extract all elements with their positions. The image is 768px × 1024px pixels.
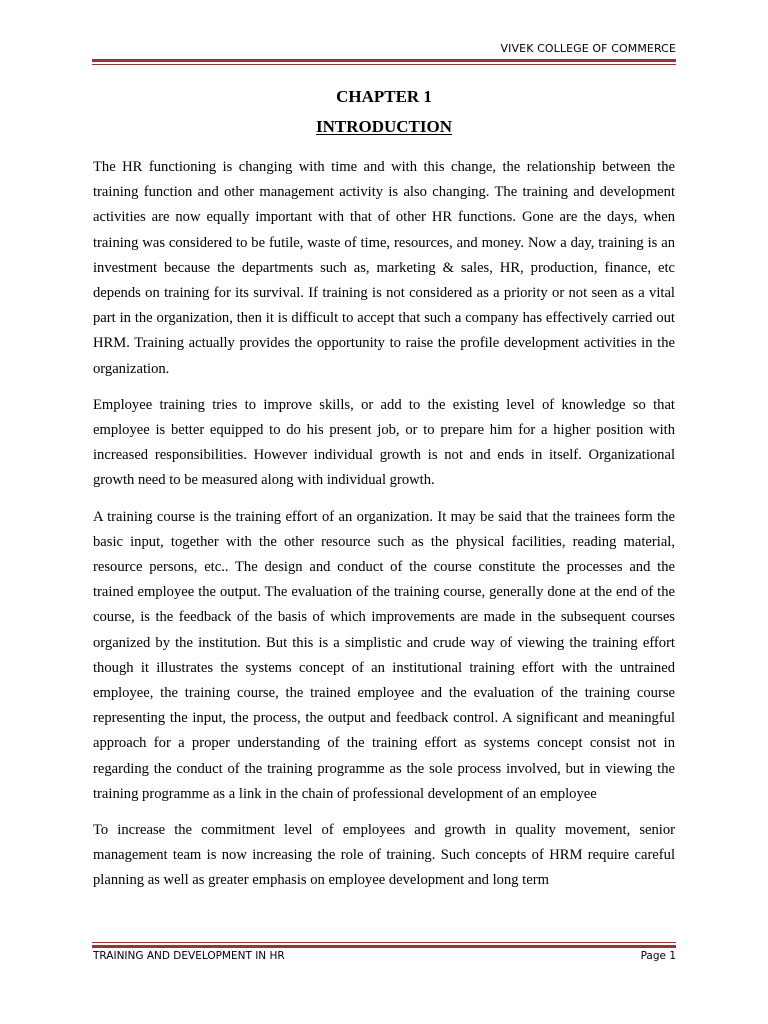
header-rule-thin (92, 64, 676, 65)
body-text (93, 155, 675, 905)
page-number: Page 1 (640, 950, 676, 962)
running-header: VIVEK COLLEGE OF COMMERCE (500, 42, 676, 55)
footer-title: TRAINING AND DEVELOPMENT IN HR (93, 950, 285, 962)
footer-rule (92, 945, 676, 948)
paragraph-4: To increase the commitment level of employees and growth in quality movement, senior management team is now increasing the role of training. Such concepts of HRM require careful planning as well as greater emphasis on employee development and long term (93, 822, 675, 889)
paragraph-3: A training course is the training effort of an organization. It may be said that the trainees form the basic input, together with the other resource such as the physical facilities, reading material, resource persons, etc.. The design and conduct of the course constitute the processes and the trained employee the output. The evaluation of the training course, generally done at the end of the course, is the feedback of the basis of which improvements are made in the subsequent courses organized by the institution. But this is a simplistic and crude way of viewing the training effort though it illustrates the systems concept of an institutional training effort with the untrained employee, the training course, the trained employee and the evaluation of the training course representing the input, the process, the output and feedback control. A significant and meaningful approach for a proper understanding of the training effort as systems concept consist not in regarding the conduct of the training programme as the sole process involved, but in viewing the training programme as a link in the chain of professional development of an employee (93, 508, 675, 802)
header-rule (92, 59, 676, 62)
paragraph-1: The HR functioning is changing with time and with this change, the relationship between the training function and other management activity is also changing. The training and development activities are now equally important with that of other HR functions. Gone are the days, when training was considered to be futile, waste of time, resources, and money. Now a day, training is an investment because the departments such as, marketing & sales, HR, production, finance, etc depends on training for its survival. If training is not considered as a priority or not seen as a vital part in the organization, then it is difficult to accept that such a company has effectively carried out HRM. Training actually provides the opportunity to raise the profile development activities in the organization. (93, 159, 675, 377)
chapter-title-text: INTRODUCTION (315, 117, 453, 136)
paragraph-2: Employee training tries to improve skills, or add to the existing level of knowledge so that employee is better equipped to do his present job, or to prepare him for a higher position with increased responsibilities. However individual growth is not and ends in itself. Organizational growth need to be measured along with individual growth. (93, 396, 675, 489)
chapter-number: CHAPTER 1 (336, 87, 432, 106)
chapter-title (92, 116, 676, 138)
footer-rule-thin (92, 942, 676, 943)
